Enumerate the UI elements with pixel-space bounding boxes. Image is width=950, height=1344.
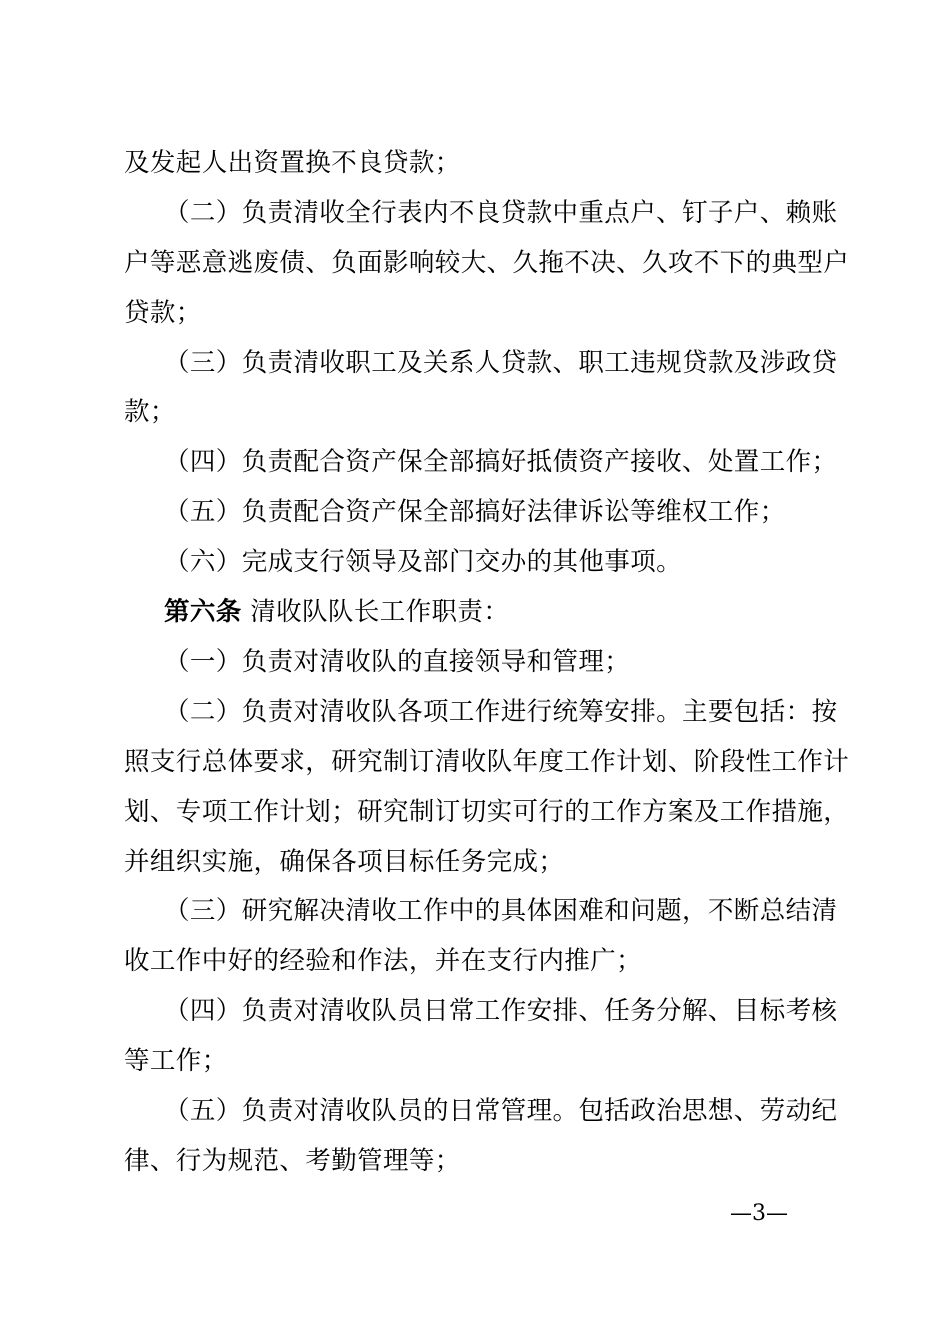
paragraph-line: （六）完成支行领导及部门交办的其他事项。	[164, 547, 683, 577]
paragraph-line: （四）负责对清收队员日常工作安排、任务分解、目标考核	[164, 996, 838, 1026]
paragraph-line: （三）研究解决清收工作中的具体困难和问题，不断总结清	[164, 896, 838, 926]
paragraph-line: （五）负责配合资产保全部搞好法律诉讼等维权工作；	[164, 497, 786, 527]
paragraph-line: 及发起人出资置换不良贷款；	[124, 148, 461, 178]
paragraph-line: 并组织实施，确保各项目标任务完成；	[124, 847, 565, 877]
paragraph-line: 款；	[124, 397, 176, 427]
paragraph-line: （二）负责清收全行表内不良贷款中重点户、钉子户、赖账	[164, 198, 838, 228]
paragraph-line: （一）负责对清收队的直接领导和管理；	[164, 647, 631, 677]
paragraph-line: （四）负责配合资产保全部搞好抵债资产接收、处置工作；	[164, 447, 838, 477]
paragraph-line: 户等恶意逃废债、负面影响较大、久拖不决、久攻不下的典型户	[124, 248, 850, 278]
paragraph-line: 照支行总体要求，研究制订清收队年度工作计划、阶段性工作计	[124, 747, 850, 777]
paragraph-line: 收工作中好的经验和作法，并在支行内推广；	[124, 946, 643, 976]
paragraph-line: 贷款；	[124, 298, 202, 328]
paragraph-line: 等工作；	[124, 1046, 228, 1076]
paragraph-line: （三）负责清收职工及关系人贷款、职工违规贷款及涉政贷	[164, 348, 838, 378]
article-title: 清收队队长工作职责：	[250, 597, 510, 627]
paragraph-line: 划、专项工作计划；研究制订切实可行的工作方案及工作措施，	[124, 797, 850, 827]
paragraph-line: （二）负责对清收队各项工作进行统筹安排。主要包括：按	[164, 697, 838, 727]
article-heading-line	[164, 597, 509, 627]
article-number: 第六条	[164, 597, 242, 627]
paragraph-line: （五）负责对清收队员的日常管理。包括政治思想、劳动纪	[164, 1096, 838, 1126]
paragraph-line: 律、行为规范、考勤管理等；	[124, 1146, 461, 1176]
page-number: —3—	[730, 1201, 788, 1226]
